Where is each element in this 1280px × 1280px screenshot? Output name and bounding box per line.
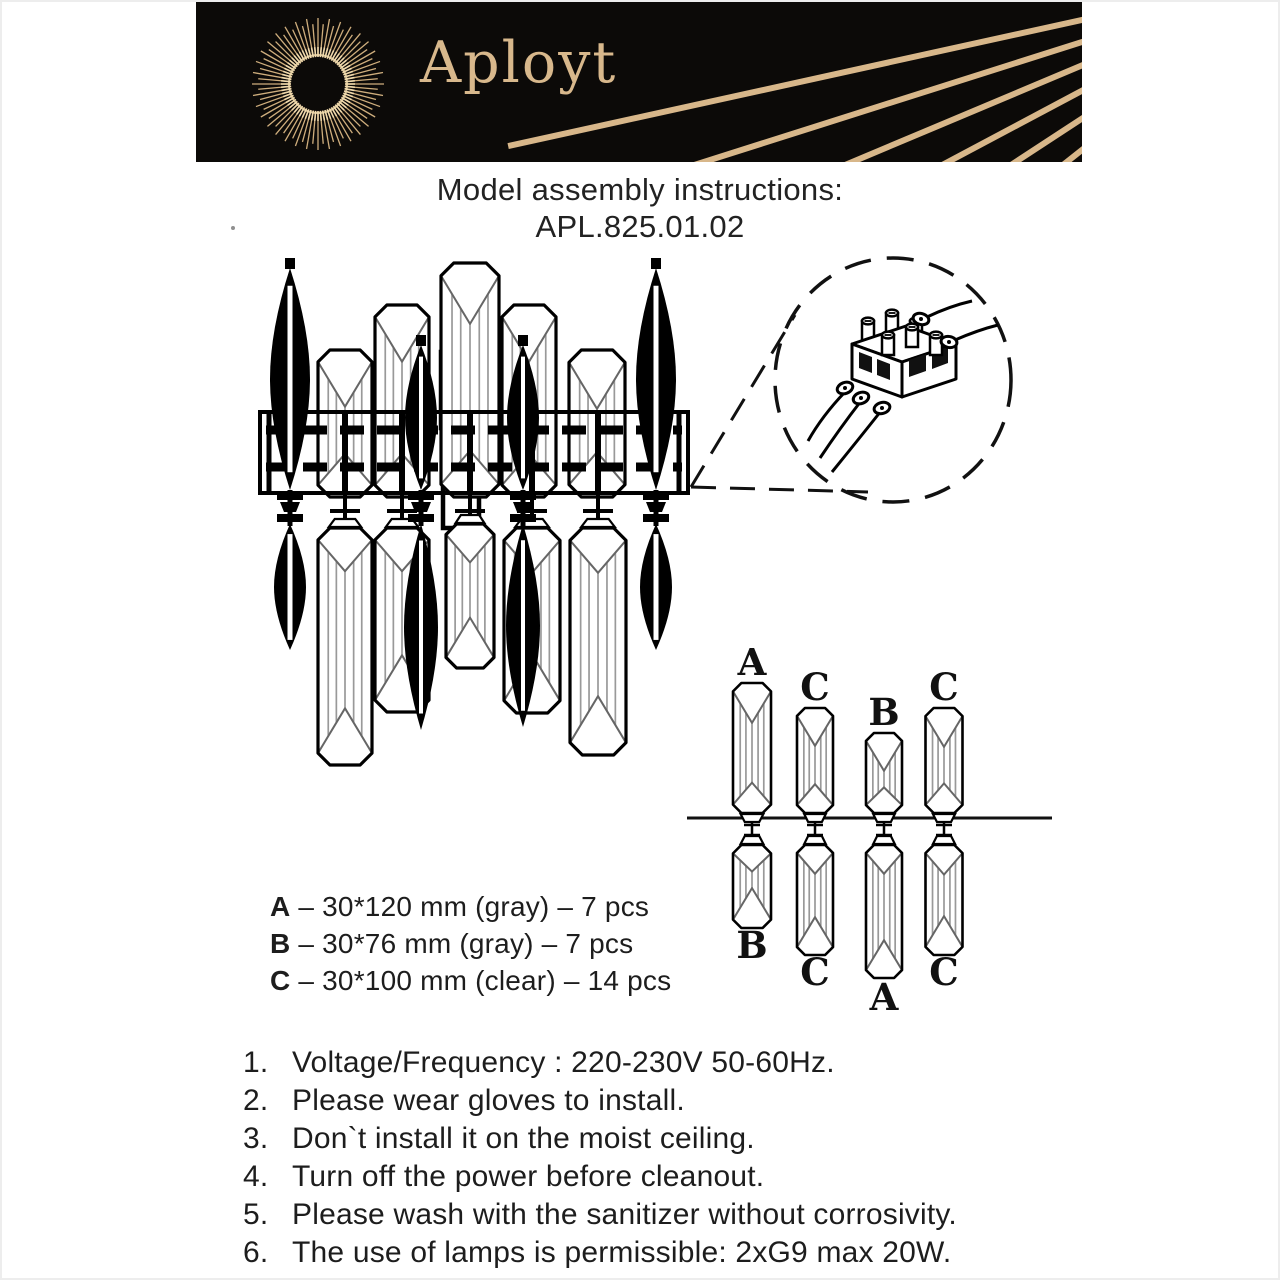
crystal-arrangement-diagram (672, 648, 1064, 1040)
lens-connector-bead (277, 490, 303, 526)
instruction-text: The use of lamps is permissible: 2xG9 max 20W. (292, 1236, 952, 1269)
sunburst-logo-icon (252, 18, 384, 150)
instruction-number: 2. (243, 1084, 269, 1117)
title-line1: Model assembly instructions: (436, 172, 844, 207)
label-bottom-2: C (800, 950, 830, 994)
side-crystal-lens (270, 268, 310, 490)
crystal (866, 733, 902, 822)
part-letter: B (270, 928, 291, 959)
label-top-4: C (929, 665, 959, 709)
part-spec: – 30*76 mm (gray) – 7 pcs (298, 928, 634, 959)
brand-banner (196, 2, 1082, 162)
label-top-3: B (868, 690, 900, 734)
instruction-item (243, 1044, 957, 1082)
model-number: APL.825.01.02 (535, 209, 745, 244)
callout-leader-line (691, 315, 795, 487)
parts-list (270, 888, 671, 999)
part-spec: – 30*100 mm (clear) – 14 pcs (298, 965, 672, 996)
instruction-item (243, 1196, 957, 1234)
label-top-2: C (800, 665, 830, 709)
instruction-item (243, 1158, 957, 1196)
lens-top-nub (518, 335, 528, 346)
instruction-item (243, 1082, 957, 1120)
label-bottom-3: A (869, 975, 899, 1019)
crystal (446, 515, 494, 668)
instruction-item (243, 1120, 957, 1158)
crystal (926, 708, 963, 822)
title-block (0, 171, 1280, 245)
lens-connector-bead (408, 490, 434, 526)
wiring-callout (691, 258, 1011, 502)
side-crystal-lens (640, 524, 672, 650)
brand-logotype: Aployt (420, 30, 618, 96)
instruction-text: Please wash with the sanitizer without corrosivity. (292, 1198, 957, 1231)
instruction-item (243, 1234, 957, 1272)
wire-with-eyelet (940, 325, 998, 349)
wire-with-eyelet (820, 390, 870, 458)
lens-top-nub (285, 258, 295, 269)
terminal-block-illustration (808, 301, 998, 472)
side-crystal-lens (636, 268, 676, 490)
instruction-number: 6. (243, 1236, 269, 1269)
wire-with-eyelet (912, 301, 972, 326)
part-letter: A (270, 891, 291, 922)
label-top-1: A (737, 648, 767, 684)
instruction-number: 1. (243, 1046, 269, 1079)
crystal (797, 708, 833, 822)
instruction-text: Voltage/Frequency : 220-230V 50-60Hz. (292, 1046, 835, 1079)
part-row-a (270, 888, 671, 925)
crystal (866, 836, 902, 978)
crystal (733, 683, 771, 822)
scan-speck (231, 226, 235, 230)
instruction-text: Don`t install it on the moist ceiling. (292, 1122, 755, 1155)
instruction-number: 3. (243, 1122, 269, 1155)
crystal (926, 836, 963, 955)
banner-artwork (196, 2, 1082, 162)
instruction-text: Turn off the power before cleanout. (292, 1160, 765, 1193)
label-bottom-1: B (736, 923, 768, 967)
crystal (797, 836, 833, 955)
lens-top-nub (651, 258, 661, 269)
crystal (733, 836, 771, 928)
crystal (570, 519, 626, 755)
part-row-c (270, 962, 671, 999)
instruction-number: 5. (243, 1198, 269, 1231)
part-letter: C (270, 965, 291, 996)
wire-with-eyelet (832, 401, 891, 472)
crystal (318, 519, 372, 765)
lens-top-nub (416, 335, 426, 346)
wire-with-eyelet (808, 380, 854, 441)
chandelier-parts (260, 258, 688, 765)
instruction-text: Please wear gloves to install. (292, 1084, 685, 1117)
lens-connector-bead (643, 490, 669, 526)
instructions-list (243, 1044, 957, 1272)
label-bottom-4: C (929, 950, 959, 994)
part-row-b (270, 925, 671, 962)
side-crystal-lens (274, 524, 306, 650)
instruction-number: 4. (243, 1160, 269, 1193)
part-spec: – 30*120 mm (gray) – 7 pcs (298, 891, 650, 922)
